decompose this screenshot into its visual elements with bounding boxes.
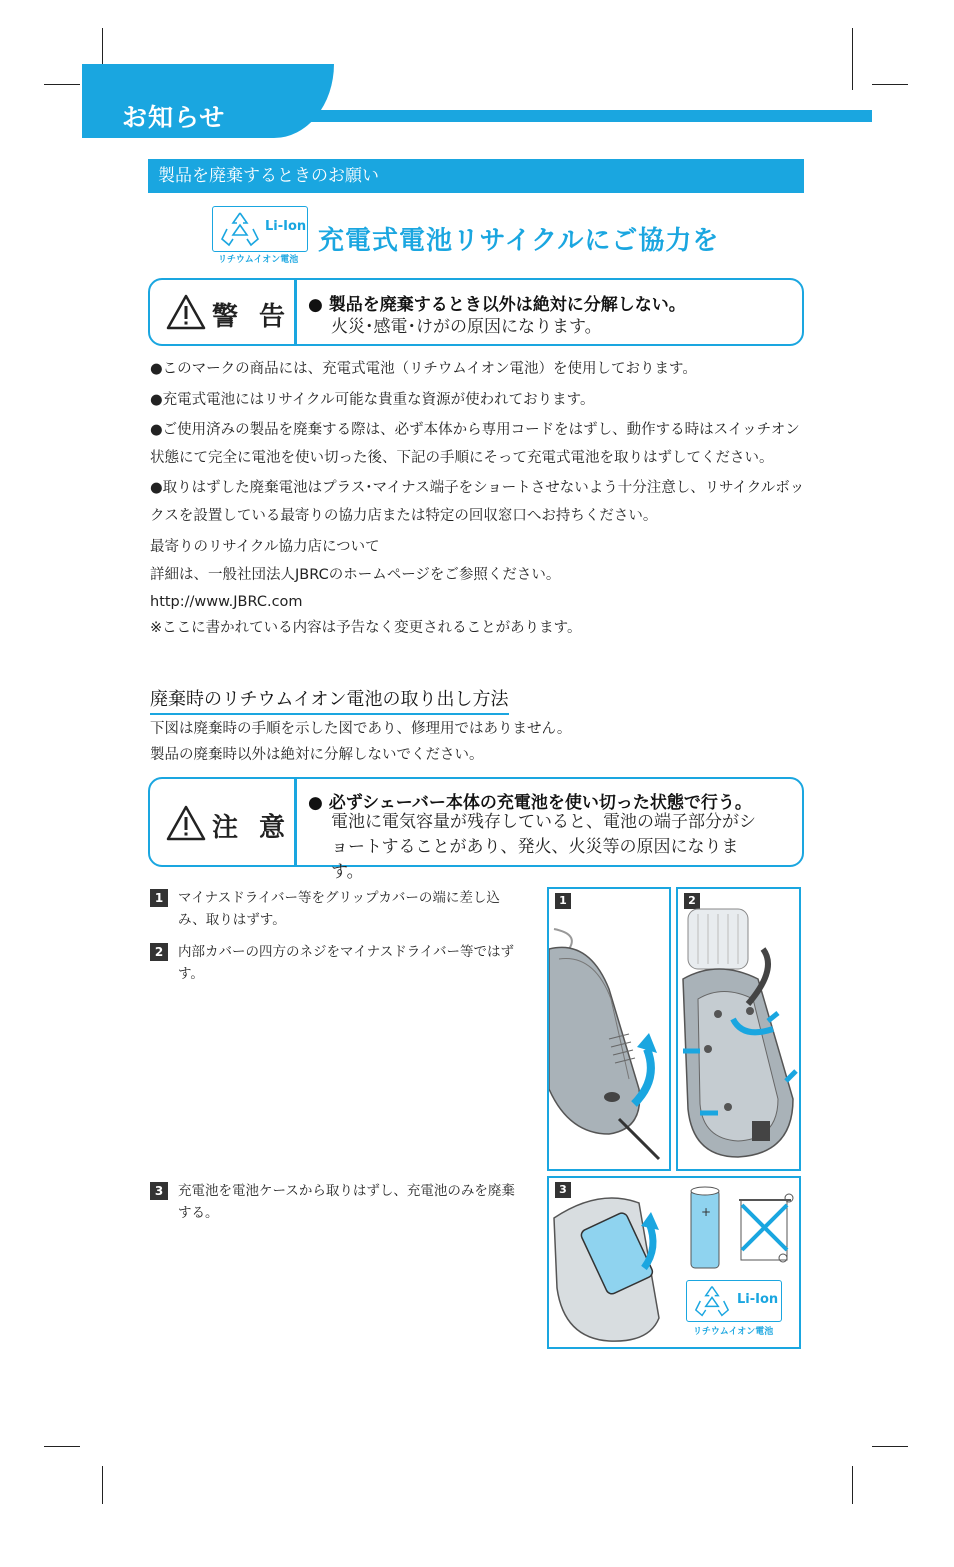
crop-mark [44,1446,80,1447]
list-item: ●このマークの商品には、充電式電池（リチウムイオン電池）を使用しております。 [150,361,697,377]
list-item: ●充電式電池にはリサイクル可能な貴重な資源が使われております。 [150,392,595,408]
list-item: ●ご使用済みの製品を廃棄する際は、必ず本体から専用コードをはずし、動作する時はスイッチオン状態にて完全に電池を使い切った後、下記の手順にそって充電式電池を取りはずしてください。 [150,422,800,466]
removal-note: 製品の廃棄時以外は絶対に分解しないでください。 [150,747,484,763]
warning-headline: ● 製品を廃棄するとき以外は絶対に分解しない。 [308,295,686,315]
li-ion-badge [212,206,308,252]
recycle-icon [217,209,263,249]
list-item: ●取りはずした廃棄電池はプラス･マイナス端子をショートさせないよう十分注意し、リサイクルボックスを設置している最寄りの協力店または特定の回収窓口へお持ちください。 [150,480,805,524]
crop-mark [872,1446,908,1447]
caution-box [148,777,804,882]
warning-label: 警 告 [212,302,292,332]
figure-3 [547,1176,801,1349]
warning-icon [166,805,206,841]
removal-heading: 廃棄時のリチウムイオン電池の取り出し方法 [150,685,509,715]
caution-body: 電池に電気容量が残存していると、電池の端子部分がショートすることがあり、発火、火災等の原因になります。 [331,812,756,882]
warning-body: 火災･感電･けがの原因になります。 [331,317,602,337]
crop-mark [852,1466,853,1504]
info-line: 最寄りのリサイクル協力店について [150,539,380,555]
divider [294,280,297,344]
figure-number: 1 [555,893,571,909]
recycle-heading: 充電式電池リサイクルにご協力を [318,226,720,256]
shaver-grip-illustration [549,889,669,1169]
page-title: お知らせ [122,103,226,132]
step-2 [150,941,525,985]
li-ion-label: Li-Ion [265,219,307,234]
li-ion-label: Li-Ion [737,1292,779,1307]
removal-note: 下図は廃棄時の手順を示した図であり、修理用ではありません。 [150,721,572,737]
info-line: 詳細は、一般社団法人JBRCのホームページをご参照ください。 [150,567,561,583]
jbrc-link[interactable]: http://www.JBRC.com [150,594,303,610]
li-ion-caption: リチウムイオン電池 [693,1327,774,1337]
divider [294,779,297,865]
warning-box [148,278,804,346]
section-title: 製品を廃棄するときのお願い [148,159,804,193]
step-text: 内部カバーの四方のネジをマイナスドライバー等ではずす。 [178,944,515,982]
crop-mark [44,84,80,85]
figure-number: 2 [684,893,700,909]
step-3 [150,1180,525,1224]
figure-number: 3 [555,1182,571,1198]
figure-1 [547,887,671,1171]
crop-mark [872,84,908,85]
info-line: ※ここに書かれている内容は予告なく変更されることがあります。 [150,620,582,636]
crop-mark [852,28,853,90]
crop-mark [102,1466,103,1504]
header-rule [300,110,872,122]
li-ion-badge [686,1280,782,1322]
warning-icon [166,294,206,330]
step-number: 2 [150,943,168,961]
caution-label: 注 意 [212,813,292,843]
caution-headline: ● 必ずシェーバー本体の充電池を使い切った状態で行う。 [308,793,752,813]
svg-text:+: + [701,1205,712,1219]
step-1 [150,887,525,931]
recycle-icon [690,1283,734,1319]
step-text: マイナスドライバー等をグリップカバーの端に差し込み、取りはずす。 [178,890,500,928]
step-number: 3 [150,1182,168,1200]
step-text: 充電池を電池ケースから取りはずし、充電池のみを廃棄する。 [178,1183,515,1221]
step-number: 1 [150,889,168,907]
figure-2 [676,887,801,1171]
li-ion-caption: リチウムイオン電池 [218,255,299,265]
inner-cover-illustration [678,889,799,1169]
